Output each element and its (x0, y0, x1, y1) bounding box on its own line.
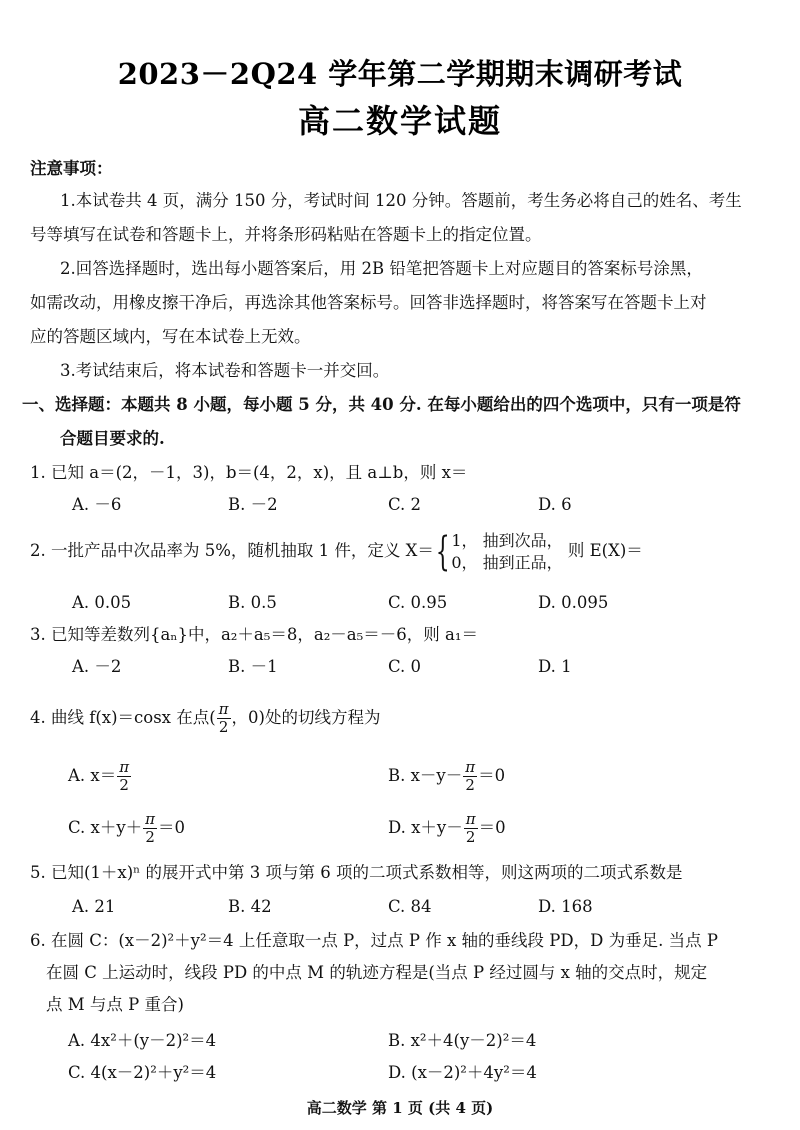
fraction-numerator: π (119, 758, 130, 776)
fraction-numerator: π (145, 810, 156, 828)
question-4-stem-pre: 4. 曲线 f(x)＝cosx 在点( (30, 708, 216, 727)
notice-item-1b: 号等填写在试卷和答题卡上，并将条形码粘贴在答题卡上的指定位置。 (30, 225, 542, 244)
question-5-option-d: D. 168 (538, 897, 593, 916)
exam-subtitle: 高二数学试题 (297, 102, 502, 140)
option-c-text: C. x＋y＋ (68, 818, 143, 837)
question-2-case-2: 0， 抽到正品， (451, 552, 563, 572)
notice-item-1a: 1.本试卷共 4 页，满分 150 分，考试时间 120 分钟。答题前，考生务必将自己的姓名、考生 (60, 191, 742, 210)
notice-item-2b: 如需改动，用橡皮擦干净后，再选涂其他答案标号。回答非选择题时，将答案写在答题卡上对 (30, 293, 707, 312)
question-6-option-c: C. 4(x－2)²＋y²＝4 (68, 1063, 217, 1082)
page-footer: 高二数学 第 1 页 (共 4 页) (306, 1099, 494, 1117)
question-1-stem: 1. 已知 a＝(2，－1，3)，b＝(4，2，x)，且 a⊥b，则 x＝ (30, 463, 468, 482)
question-4-stem (30, 698, 380, 738)
brace-glyph: { (435, 528, 450, 575)
section-heading-cont: 合题目要求的. (60, 429, 165, 448)
question-4-option-b (388, 756, 505, 796)
question-5-option-c: C. 84 (388, 897, 432, 916)
notice-heading: 注意事项： (30, 159, 113, 178)
question-1-option-a: A. －6 (72, 495, 122, 514)
question-3-option-a: A. －2 (72, 657, 122, 676)
question-2-option-a: A. 0.05 (72, 593, 132, 612)
fraction-numerator: π (465, 758, 476, 776)
option-b-eq: ＝0 (478, 766, 506, 785)
question-3-option-b: B. －1 (228, 657, 278, 676)
question-4-option-c (68, 808, 185, 848)
fraction-denominator: 2 (465, 828, 476, 846)
fraction-denominator: 2 (145, 828, 155, 846)
fraction-numerator: π (465, 810, 476, 828)
option-c-eq: ＝0 (158, 818, 186, 837)
question-6-stem-c: 点 M 与点 P 重合) (46, 995, 184, 1014)
question-6-option-d: D. (x－2)²＋4y²＝4 (388, 1063, 537, 1082)
notice-item-2c: 应的答题区域内，写在本试卷上无效。 (30, 327, 311, 346)
question-3-stem: 3. 已知等差数列{aₙ}中，a₂＋a₅＝8，a₂－a₅＝－6，则 a₁＝ (30, 625, 478, 644)
fraction-pi-over-2 (117, 760, 131, 793)
fraction-pi-over-2 (464, 812, 478, 845)
fraction-numerator: π (218, 700, 229, 718)
fraction-pi-over-2 (143, 812, 157, 845)
question-2-case-1: 1， 抽到次品， (451, 530, 563, 550)
question-5-option-a: A. 21 (72, 897, 116, 916)
option-d-text: D. x＋y－ (388, 818, 463, 837)
question-4-stem-post: ，0)处的切线方程为 (231, 708, 381, 727)
question-2-option-c: C. 0.95 (388, 593, 448, 612)
option-a-text: A. x＝ (68, 766, 117, 785)
question-3-option-c: C. 0 (388, 657, 422, 676)
question-2-option-b: B. 0.5 (228, 593, 277, 612)
exam-title: 2023－2Q24 学年第二学期期末调研考试 (117, 57, 683, 91)
question-5-option-b: B. 42 (228, 897, 272, 916)
question-2-stem (30, 528, 643, 578)
question-1-option-b: B. －2 (228, 495, 278, 514)
notice-item-2a: 2.回答选择题时，选出每小题答案后，用 2B 铅笔把答题卡上对应题目的答案标号涂黑， (60, 259, 703, 278)
question-2-option-d: D. 0.095 (538, 593, 609, 612)
question-4-option-d (388, 808, 506, 848)
section-heading: 一、选择题：本题共 8 小题，每小题 5 分，共 40 分. 在每小题给出的四个选项中，只有一项是符 (22, 395, 741, 414)
fraction-denominator: 2 (465, 776, 475, 794)
question-6-stem-b: 在圆 C 上运动时，线段 PD 的中点 M 的轨迹方程是(当点 P 经过圆与 x 轴的交点时，规定 (46, 963, 708, 982)
option-d-eq: ＝0 (478, 818, 506, 837)
question-2-stem-post: 则 E(X)＝ (567, 541, 643, 560)
notice-item-3: 3.考试结束后，将本试卷和答题卡一并交回。 (60, 361, 390, 380)
question-3-option-d: D. 1 (538, 657, 572, 676)
question-6-stem-a: 6. 在圆 C：(x－2)²＋y²＝4 上任意取一点 P，过点 P 作 x 轴的垂线段 PD，D 为垂足. 当点 P (30, 931, 718, 950)
question-6-option-a: A. 4x²＋(y－2)²＝4 (68, 1031, 217, 1050)
fraction-denominator: 2 (218, 718, 229, 736)
question-5-stem: 5. 已知(1＋x)ⁿ 的展开式中第 3 项与第 6 项的二项式系数相等，则这两项的二项式系数是 (30, 863, 683, 882)
fraction-pi-over-2 (463, 760, 477, 793)
question-2-stem-pre: 2. 一批产品中次品率为 5%，随机抽取 1 件，定义 X＝ (30, 541, 434, 560)
question-4-option-a (68, 756, 132, 796)
question-1-option-d: D. 6 (538, 495, 572, 514)
option-b-text: B. x－y－ (388, 766, 463, 785)
question-2-cases (451, 530, 562, 574)
fraction-pi-over-2 (217, 702, 231, 735)
fraction-denominator: 2 (119, 776, 129, 794)
question-1-option-c: C. 2 (388, 495, 422, 514)
question-6-option-b: B. x²＋4(y－2)²＝4 (388, 1031, 537, 1050)
